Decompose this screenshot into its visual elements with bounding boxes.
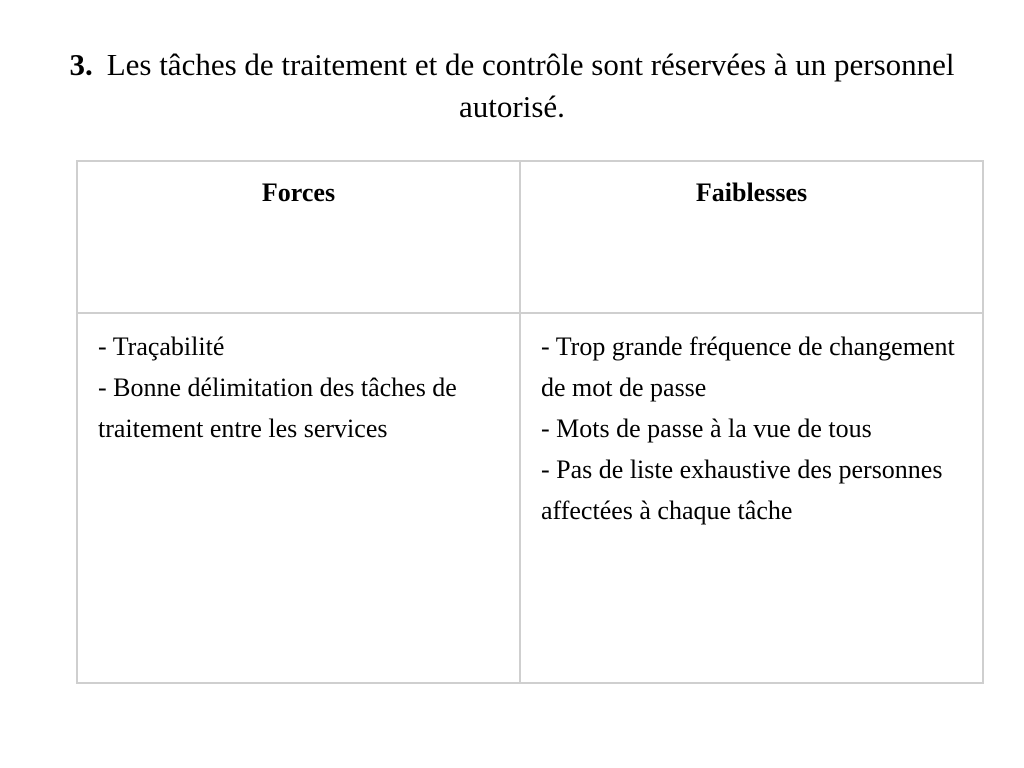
header-forces: Forces <box>77 161 520 313</box>
forces-faiblesses-table <box>76 160 984 684</box>
cell-faiblesses <box>520 313 983 683</box>
title-text: Les tâches de traitement et de contrôle sont réservées à un personnel autorisé. <box>106 47 955 124</box>
faiblesses-item-liste: - Pas de liste exhaustive des personnes affectées à chaque tâche <box>541 455 943 525</box>
forces-item-delimitation: - Bonne délimitation des tâches de traitement entre les services <box>98 373 457 443</box>
table-header-row <box>77 161 983 313</box>
slide-title <box>40 44 984 128</box>
table-row <box>77 313 983 683</box>
faiblesses-item-frequence: - Trop grande fréquence de changement de mot de passe <box>541 332 955 402</box>
forces-item-tracabilite: - Traçabilité <box>98 332 225 361</box>
title-number: 3. <box>69 47 93 82</box>
faiblesses-item-mots-de-passe: - Mots de passe à la vue de tous <box>541 414 872 443</box>
cell-forces <box>77 313 520 683</box>
header-faiblesses: Faiblesses <box>520 161 983 313</box>
